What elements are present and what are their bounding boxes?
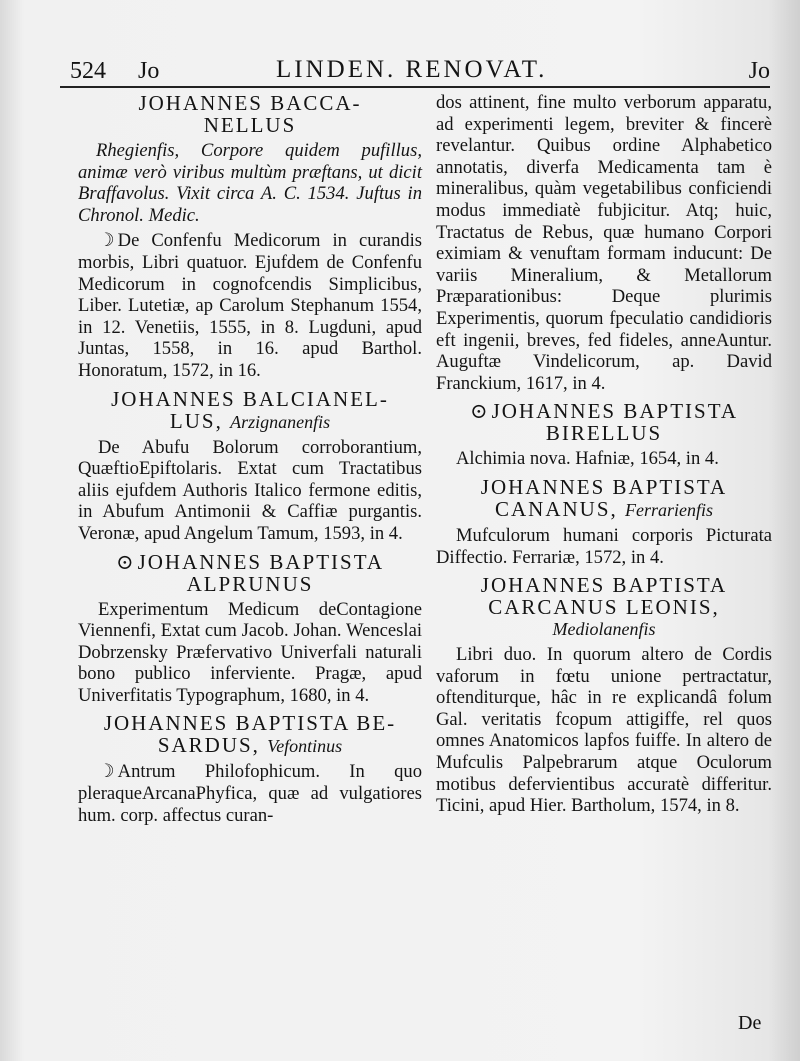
entry-heading-line: JOHANNES BAPTISTA <box>480 474 728 499</box>
entry-heading-line: LUS, Arzignanenfis <box>169 408 331 433</box>
entry-heading <box>78 712 422 757</box>
moon-mark-icon: ☽ <box>98 230 115 252</box>
catchword: De <box>738 1012 762 1034</box>
entry-heading-line: JOHANNES BAPTISTA BE- <box>103 711 397 736</box>
entry-heading-line: BIRELLUS <box>545 421 663 446</box>
entry-work <box>78 761 422 826</box>
entry-alprunus <box>78 551 422 707</box>
entry-heading-line: ⊙ JOHANNES BAPTISTA <box>469 399 739 424</box>
entry-heading <box>78 551 422 595</box>
entry-origin: Ferrarienfis <box>625 499 713 520</box>
header-left-title: Jo <box>138 58 160 84</box>
right-column <box>436 90 772 817</box>
entry-work: Alchimia nova. Hafniæ, 1654, in 4. <box>456 448 719 470</box>
entry-work: De Abufu Bolorum corroborantium, QuæftioEpiftolaris. Extat cum Tractatibus aliis ejufdem Authoris Italico fermone editis, in Abufum Antimonii & Caffiæ purgantis. Veronæ, apud Angelum Tamum, 1593, in 4. <box>78 436 422 544</box>
entry-heading <box>78 388 422 433</box>
moon-mark-icon: ☽ <box>98 761 115 783</box>
entry-origin: Vefontinus <box>267 736 343 757</box>
entry-besardus <box>78 712 422 826</box>
entry-work <box>78 230 422 381</box>
entry-cananus <box>436 476 772 568</box>
entry-baccanellus <box>78 92 422 382</box>
entry-heading-line: ALPRUNUS <box>186 571 314 596</box>
entry-birellus <box>436 400 772 470</box>
entry-description: Rhegienfis, Corpore quidem pufillus, animæ verò viribus multùm præftans, ut dicit Braffavolus. Vixit circa A. C. 1534. Juftus in Chronol. Medic. <box>78 140 422 226</box>
entry-heading-line: ⊙ JOHANNES BAPTISTA <box>115 549 385 574</box>
running-title: LINDEN. RENOVAT. <box>276 56 548 83</box>
entry-origin: Arzignanenfis <box>230 411 331 432</box>
entry-heading <box>78 92 422 136</box>
entry-heading-line: JOHANNES BACCA- <box>138 91 362 115</box>
header-right-title: Jo <box>748 58 770 84</box>
header-rule <box>60 86 770 88</box>
entry-heading-line: JOHANNES BALCIANEL- <box>111 386 389 411</box>
entry-heading <box>436 574 772 640</box>
circle-dot-mark-icon: ⊙ <box>469 399 488 424</box>
left-column <box>78 90 422 826</box>
page-number: 524 <box>70 58 106 84</box>
entry-work-text: Antrum Philofophicum. In quo pleraqueArcanaPhyfica, quæ ad vulgatiores hum. corp. affectus curan- <box>78 761 422 826</box>
entry-heading-line: NELLUS <box>203 113 297 137</box>
circle-dot-mark-icon: ⊙ <box>115 549 134 574</box>
entry-work: Libri duo. In quorum altero de Cordis vaforum in fœtu unione pertractatur, oftenditurque, hâc in re explicandâ folum Gal. veritatis fcopum attigiffe, rel quos omnes Anatomicos lapfos fuiffe. In altero de Mufculis Palpebrarum atque Oculorum motibus defervientibus accuratè differitur. Ticini, apud Hier. Bartholum, 1574, in 8. <box>436 644 772 817</box>
entry-heading-line: JOHANNES BAPTISTA <box>480 573 728 598</box>
entry-carcanus <box>436 574 772 817</box>
entry-work-text: De Confenfu Medicorum in curandis morbis, Libri quatuor. Ejufdem de Confenfu Medicorum in cognofcendis Simplicibus, Liber. Lutetiæ, ap Carolum Stephanum 1554, in 12. Venetiis, 1555, in 8. Lugduni, apud Juntas, 1558, in 16. apud Barthol. Honoratum, 1572, in 16. <box>78 230 422 381</box>
entry-heading <box>436 400 772 444</box>
entry-origin: Mediolanenfis <box>552 619 656 640</box>
page-header <box>58 52 770 88</box>
entry-work: Mufculorum humani corporis Picturata Diffectio. Ferrariæ, 1572, in 4. <box>436 524 772 568</box>
continued-text: dos attinent, fine multo verborum apparatu, ad experimenti legem, breviter & fincerè revelantur. Quibus ordine Alphabetico annotatis, diverfa Medicamenta tam è mineralibus, quàm vegetabilibus conficiendi modus immediatè fubjicitur. Atq; huic, Tractatus de Rebus, quæ humano Corpori eximiam & venuftam formam inducunt: De variis Mineralium, & Metallorum Præparationibus: Deque plurimis Experimentis, quorum fpeculatio candidioris eft ingenii, breves, fed fideles, anneAuntur. Auguftæ Vindelicorum, ap. David Franckium, 1617, in 4. <box>436 92 772 394</box>
entry-balcianellus <box>78 388 422 545</box>
entry-heading <box>436 476 772 521</box>
entry-heading-line: CANANUS, Ferrarienfis <box>494 496 713 521</box>
entry-heading-line: CARCANUS LEONIS, <box>488 595 720 620</box>
entry-work: Experimentum Medicum deContagione Viennenfi, Extat cum Jacob. Johan. Wenceslai Dobrzensky Præfervativo Univerfali naturali bono publico inferviente. Pragæ, apud Univerfitatis Typographum, 1680, in 4. <box>78 598 422 706</box>
entry-heading-line: SARDUS, Vefontinus <box>157 733 343 758</box>
